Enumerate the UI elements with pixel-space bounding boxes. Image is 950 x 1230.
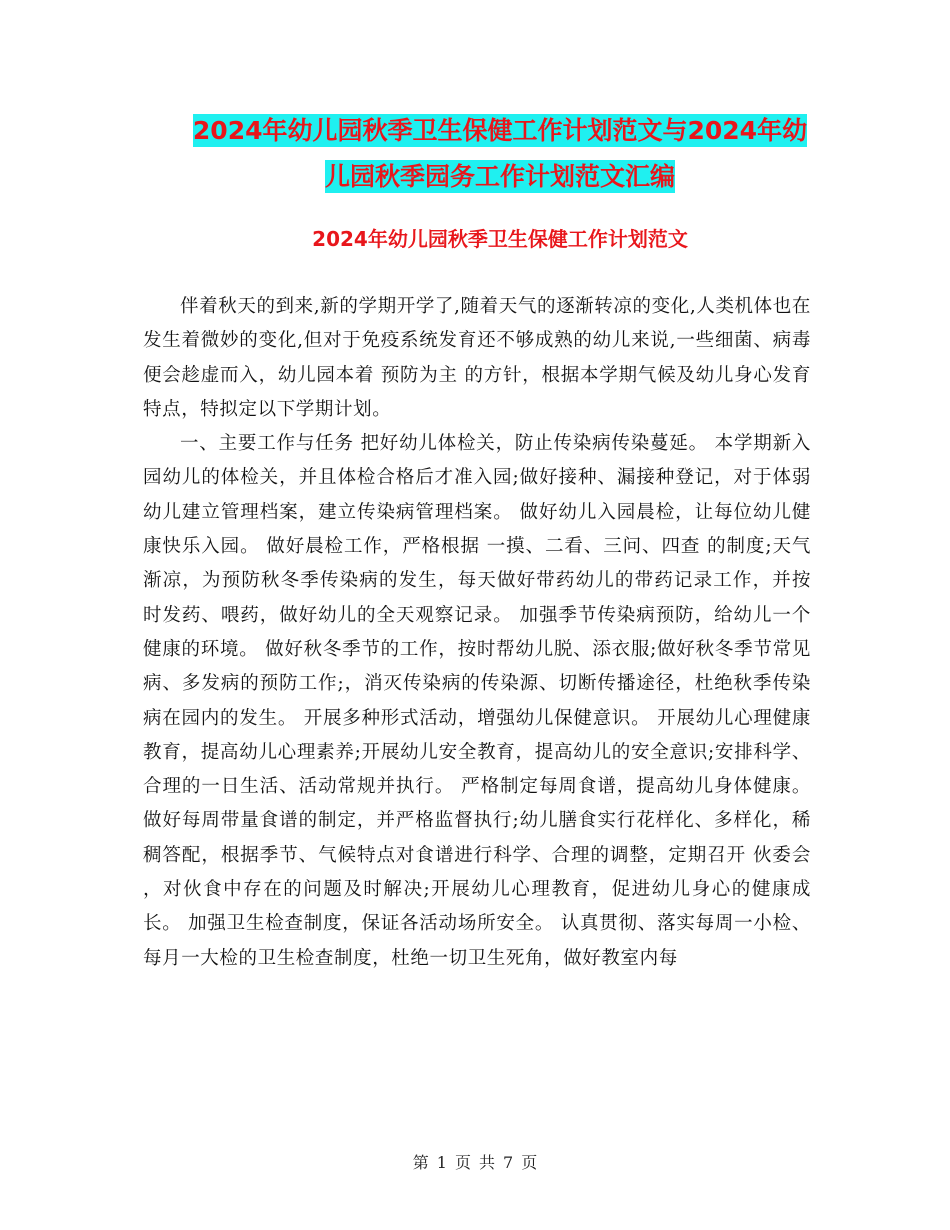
footer-current-page: 1 bbox=[436, 1153, 447, 1172]
document-body bbox=[143, 290, 811, 976]
footer-total-unit: 页 bbox=[521, 1153, 538, 1172]
footer-prefix: 第 bbox=[412, 1153, 429, 1172]
document-title-line-1: 2024年幼儿园秋季卫生保健工作计划范文与2024年幼 bbox=[192, 116, 808, 145]
page-footer bbox=[0, 1152, 950, 1174]
footer-page-unit: 页 bbox=[454, 1153, 471, 1172]
body-paragraph-intro: 伴着秋天的到来,新的学期开学了,随着天气的逐渐转凉的变化,人类机体也在发生着微妙的变化,但对于免疫系统发育还不够成熟的幼儿来说,一些细菌、病毒便会趁虚而入，幼儿园本着 预防为主 的方针，根据本学期气候及幼儿身心发育特点，特拟定以下学期计划。 bbox=[143, 296, 811, 420]
footer-total-prefix: 共 bbox=[479, 1153, 496, 1172]
section-title: 2024年幼儿园秋季卫生保健工作计划范文 bbox=[312, 227, 688, 251]
document-title-line-2: 儿园秋季园务工作计划范文汇编 bbox=[324, 162, 675, 191]
document-title bbox=[140, 108, 860, 200]
footer-total-pages: 7 bbox=[503, 1153, 514, 1172]
body-paragraph-tasks: 一、主要工作与任务 把好幼儿体检关，防止传染病传染蔓延。 本学期新入园幼儿的体检关，并且体检合格后才准入园;做好接种、漏接种登记，对于体弱幼儿建立管理档案，建立传染病管理档案。 做好幼儿入园晨检，让每位幼儿健康快乐入园。 做好晨检工作，严格根据 一摸、二看、三问、四查 的制度;天气渐凉，为预防秋冬季传染病的发生，每天做好带药幼儿的带药记录工作，并按时发药、喂药，做好幼儿的全天观察记录。 加强季节传染病预防，给幼儿一个健康的环境。 做好秋冬季节的工作，按时帮幼儿脱、添衣服;做好秋冬季节常见病、多发病的预防工作;，消灭传染病的传染源、切断传播途径，杜绝秋季传染病在园内的发生。 开展多种形式活动，增强幼儿保健意识。 开展幼儿心理健康教育，提高幼儿心理素养;开展幼儿安全教育，提高幼儿的安全意识;安排科学、合理的一日生活、活动常规并执行。 严格制定每周食谱，提高幼儿身体健康。 做好每周带量食谱的制定，并严格监督执行;幼儿膳食实行花样化、多样化，稀稠答配，根据季节、气候特点对食谱进行科学、合理的调整，定期召开 伙委会 ，对伙食中存在的问题及时解决;开展幼儿心理教育，促进幼儿身心的健康成长。 加强卫生检查制度，保证各活动场所安全。 认真贯彻、落实每周一小检、每月一大检的卫生检查制度，杜绝一切卫生死角，做好教室内每 bbox=[143, 433, 811, 969]
